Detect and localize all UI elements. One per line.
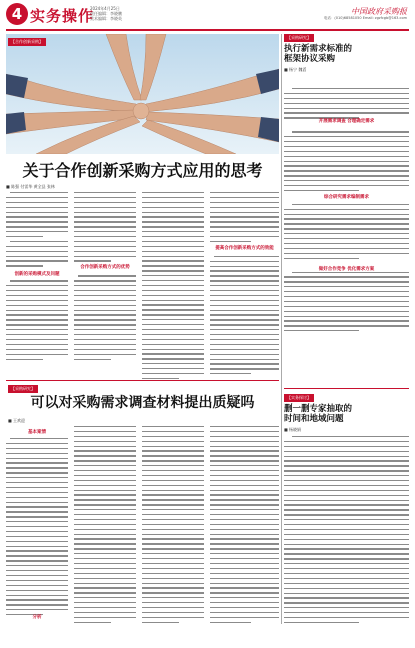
photo-illustration bbox=[6, 34, 279, 154]
sidebar-column bbox=[284, 88, 409, 335]
bottom-subhead-1: 基本案情 bbox=[28, 430, 46, 435]
sidebar-subhead-3: 做好合作竞争 优化需求方案 bbox=[318, 267, 375, 272]
bottom-column-4 bbox=[210, 426, 279, 627]
bottom-byline: ■ 王欢迎 bbox=[8, 418, 26, 423]
sidebar-title bbox=[284, 44, 409, 64]
sidebar-author: ■ 杨宁 魏滔 bbox=[284, 67, 307, 72]
feature-subhead-3: 提高合作创新采购方式的效能 bbox=[215, 246, 274, 251]
bottom-column-2 bbox=[74, 426, 136, 627]
hands-together-photo bbox=[6, 34, 279, 154]
sidebar-tag: 【采购研究】 bbox=[284, 34, 314, 42]
bottom-tag: 【采购研究】 bbox=[8, 385, 38, 393]
feature-column-1 bbox=[6, 192, 68, 363]
page-number: 4 bbox=[6, 3, 28, 25]
feature-column-2 bbox=[74, 192, 136, 363]
sidebar2-author: ■ 杨晓娟 bbox=[284, 427, 302, 432]
sidebar2-column bbox=[284, 436, 409, 627]
sidebar2-title-line-1: 删一删专家抽取的 bbox=[284, 404, 353, 414]
issue-editor: 责任编辑：李晓鹏 bbox=[90, 11, 122, 16]
sidebar-subhead-2: 综合研究需求编制需求 bbox=[324, 195, 369, 200]
sidebar-divider bbox=[284, 388, 409, 389]
issue-date: 2024年4月25日 bbox=[90, 6, 120, 11]
sidebar2-title-line-2: 时间和地域问题 bbox=[284, 414, 344, 424]
feature-headline: 关于合作创新采购方式应用的思考 bbox=[22, 161, 263, 180]
sidebar-subhead-1: 开展需求调查 合理确定需求 bbox=[318, 119, 375, 124]
issue-info bbox=[90, 6, 122, 21]
feature-column-4 bbox=[210, 192, 279, 378]
bottom-subhead-2: 分析 bbox=[32, 615, 42, 620]
feature-tag: 【合作创新采购】 bbox=[8, 38, 46, 46]
section-title: 实务操作 bbox=[30, 7, 95, 25]
sidebar2-title bbox=[284, 404, 409, 424]
newspaper-name: 中国政府采购报 bbox=[351, 7, 407, 16]
column-divider bbox=[281, 34, 282, 624]
contact-info: 电话：(010)68581050 Email: zgzfcgb@163.com bbox=[323, 16, 407, 20]
sidebar-title-line-1: 执行新需求标准的 bbox=[284, 44, 353, 54]
sidebar2-tag: 【实务探讨】 bbox=[284, 394, 314, 402]
feature-byline: ■ 陈强 付雷华 黄全县 张林 bbox=[6, 184, 55, 189]
bottom-headline: 可以对采购需求调查材料提出质疑吗 bbox=[30, 395, 255, 411]
feature-column-3 bbox=[142, 192, 204, 383]
bottom-column-3 bbox=[142, 426, 204, 627]
issue-designer: 美术编辑：李晓英 bbox=[90, 16, 122, 21]
bottom-column-1 bbox=[6, 438, 68, 619]
section-divider bbox=[6, 380, 279, 381]
feature-subhead-1: 创新的采购模式及问题 bbox=[14, 272, 60, 277]
sidebar-title-line-2: 框架协议采购 bbox=[284, 54, 336, 64]
feature-subhead-2: 合作创新采购方式的优势 bbox=[80, 265, 130, 270]
header-rule bbox=[6, 29, 409, 31]
